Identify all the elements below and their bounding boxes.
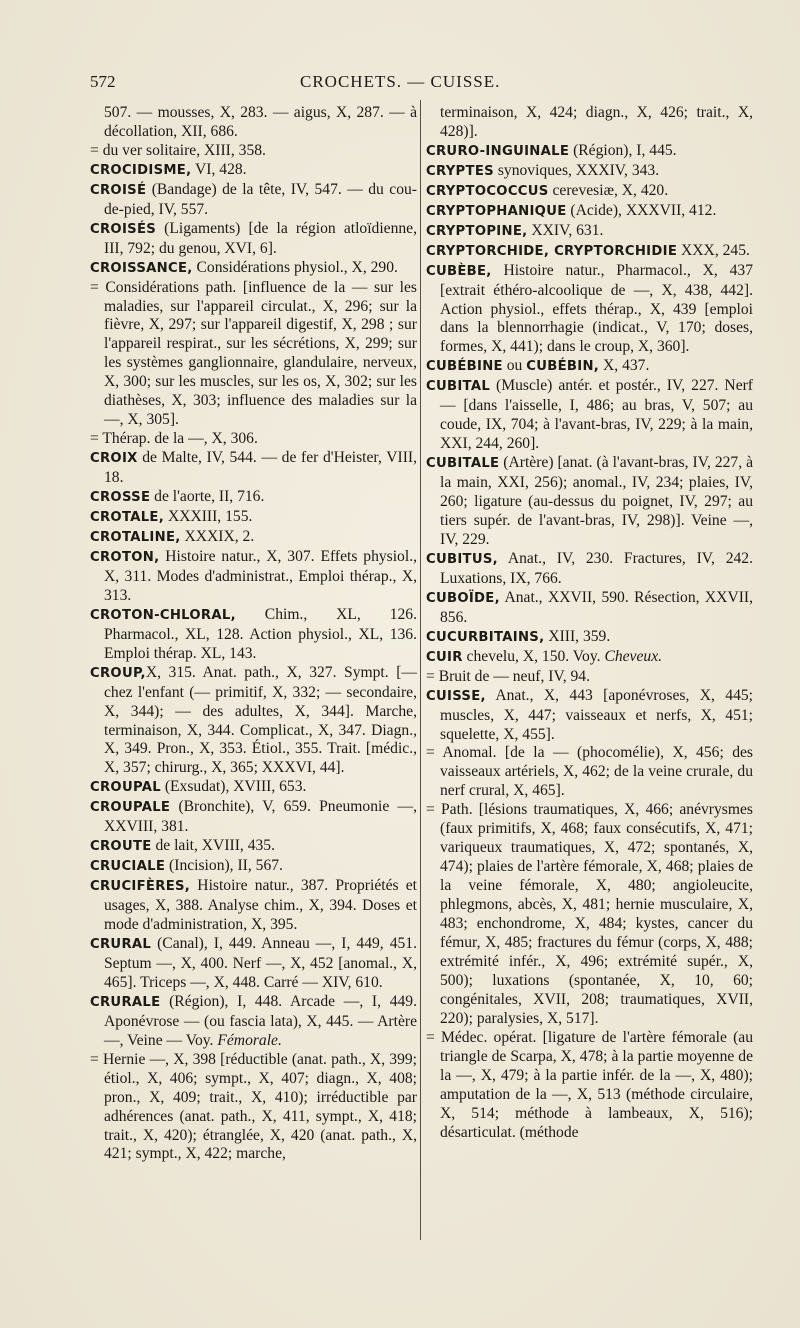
index-entry	[90, 857, 417, 877]
entry-text: = Thérap. de la —, X, 306.	[90, 430, 258, 448]
entry-text: (Bandage) de la tête, IV, 547. — du cou-de-pied, IV, 557.	[104, 180, 417, 218]
entry-headword: CROUPALE	[90, 800, 171, 816]
index-entry	[90, 664, 417, 779]
entry-text: XIII, 359.	[544, 627, 611, 645]
entry-headword: CROUP,	[90, 665, 146, 681]
index-entry	[426, 104, 753, 142]
index-entry	[426, 262, 753, 358]
entry-headword: CUBITUS,	[426, 551, 498, 567]
index-entry	[426, 1029, 753, 1143]
entry-headword: CUBITAL	[426, 379, 491, 395]
index-entry	[90, 488, 417, 508]
entry-text: = du ver solitaire, XIII, 358.	[90, 141, 266, 159]
index-entry	[426, 589, 753, 628]
entry-text: X, 315. Anat. path., X, 327. Sympt. [— chez l'enfant (— primitif, X, 332; — secondaire, X, 344); — des adultes, X, 344]. Marche, terminaison, X, 344. Complicat., X, 347. Diagn., X, 349. Pron., X, 353. Étiol., 355. Trait. [médic., X, 357; chirurg., X, 365; XXXVI, 44].	[104, 663, 417, 777]
index-entry	[90, 837, 417, 857]
entry-text: Anat., IV, 230. Fractures, IV, 242. Luxations, IX, 766.	[440, 549, 753, 587]
index-entry	[426, 801, 753, 1028]
entry-headword: CRYPTOPHANIQUE	[426, 203, 567, 219]
index-entry	[90, 104, 417, 142]
index-entry	[426, 222, 753, 242]
entry-headword: CROCIDISME,	[90, 162, 192, 178]
index-entry	[90, 220, 417, 259]
entry-text: terminaison, X, 424; diagn., X, 426; trait., X, 428)].	[440, 104, 753, 140]
entry-headword: CUBITALE	[426, 456, 500, 472]
entry-text: ou	[502, 357, 527, 375]
entry-headword: CROUPAL	[90, 780, 161, 796]
entry-headword: CRUCIFÈRES,	[90, 879, 191, 895]
entry-headword: CROIX	[90, 451, 138, 467]
entry-headword: CROISÉS	[90, 221, 157, 237]
index-entry	[426, 162, 753, 182]
entry-text: XXX, 245.	[677, 241, 750, 259]
index-entry	[90, 606, 417, 664]
page-header	[90, 72, 738, 98]
index-entry	[426, 182, 753, 202]
index-entry	[90, 778, 417, 798]
entry-headword: CUISSE,	[426, 688, 486, 704]
entry-headword: CROISSANCE,	[90, 260, 193, 276]
index-entry	[90, 877, 417, 935]
entry-headword: CROSSE	[90, 490, 151, 506]
entry-headword: CROTON,	[90, 549, 160, 565]
entry-headword: CUBOÏDE,	[426, 590, 500, 606]
entry-text: (Muscle) antér. et postér., IV, 227. Nerf — [dans l'aisselle, I, 486; au bras, V, 507; au coude, IX, 704; à l'avant-bras, IV, 229; à la main, XXI, 244, 260].	[440, 377, 753, 453]
entry-text: XXXIII, 155.	[164, 508, 253, 526]
index-entry	[90, 449, 417, 488]
entry-text: (Bronchite), V, 659. Pneumonie —, XXVIII, 381.	[104, 798, 417, 836]
entry-text: de lait, XVIII, 435.	[151, 837, 275, 855]
entry-headword: CROUTE	[90, 839, 152, 855]
entry-text: Anat., XXVII, 590. Résection, XXVII, 856.	[440, 588, 753, 626]
entry-headword: CUCURBITAINS,	[426, 629, 545, 645]
entry-text: Considérations physiol., X, 290.	[192, 258, 398, 276]
entry-text: synoviques, XXXIV, 343.	[493, 161, 660, 179]
entry-headword: CROTALE,	[90, 510, 165, 526]
entry-text: Chim., XL, 126. Pharmacol., XL, 128. Action physiol., XL, 136. Emploi thérap. XL, 143.	[104, 605, 417, 662]
running-head: CROCHETS. — CUISSE.	[300, 72, 501, 91]
entry-text: X, 437.	[599, 357, 650, 375]
entry-headword: CRYPTOCOCCUS	[426, 183, 549, 199]
entry-headword: CUBÉBINE	[426, 359, 503, 375]
index-entry	[426, 744, 753, 801]
entry-text: = Anomal. [de la — (phocomélie), X, 456; des vaisseaux artériels, X, 462; de la veine crurale, du nerf crural, X, 465].	[426, 744, 753, 800]
index-entry	[90, 993, 417, 1051]
right-column	[426, 104, 753, 1142]
entry-headword: CRYPTOPINE,	[426, 223, 528, 239]
entry-headword: CUIR	[426, 649, 463, 665]
entry-headword: CRURO-INGUINALE	[426, 143, 570, 159]
index-entry	[90, 508, 417, 528]
entry-text: chevelu, X, 150. Voy.	[462, 647, 605, 665]
entry-headword: CRURAL	[90, 936, 152, 952]
entry-text: Histoire natur., X, 307. Effets physiol., X, 311. Modes d'administrat., Emploi thérap., X, 313.	[104, 547, 417, 604]
index-entry	[90, 161, 417, 181]
entry-text: de Malte, IV, 544. — de fer d'Heister, VIII, 18.	[104, 449, 417, 487]
index-entry	[90, 935, 417, 993]
index-entry	[426, 357, 753, 377]
index-entry	[426, 648, 753, 668]
entry-text: Histoire natur., Pharmacol., X, 437 [extrait éthéro-alcoolique de —, X, 438, 442]. Action physiol., effets thérap., X, 439 [emploi dans la blennorrhagie (indicat., V, 170; doses, formes, X, 441); dans le croup, X, 360].	[440, 261, 753, 356]
entry-text: (Artère) [anat. (à l'avant-bras, IV, 227, à la main, XXI, 256); anomal., IV, 234; plaies, IV, 260; ligature (au-dessus du poignet, IV, 297; au tiers supér. de l'avant-bras, IV, 298)]. Veine —, IV, 229.	[440, 454, 753, 548]
entry-headword: CROTALINE,	[90, 529, 181, 545]
entry-text: de l'aorte, II, 716.	[150, 488, 265, 506]
index-entry	[426, 242, 753, 262]
index-entry	[90, 142, 417, 161]
entry-text: = Bruit de — neuf, IV, 94.	[426, 667, 590, 685]
entry-headword: CRURALE	[90, 994, 161, 1010]
index-entry	[90, 798, 417, 837]
entry-headword: CUBÈBE,	[426, 263, 492, 279]
entry-text: VI, 428.	[191, 160, 247, 178]
index-entry	[426, 550, 753, 589]
page-number: 572	[90, 72, 116, 91]
left-column	[90, 104, 417, 1164]
entry-text: = Considérations path. [influence de la — sur les maladies, sur l'appareil circulat., X, 296; sur la fièvre, X, 297; sur l'appareil digestif, X, 298 ; sur l'appareil respirat., sur les sécrétions, X, 299; sur les systèmes ganglionnaire, glandulaire, nerveux, X, 300; sur les muscles, sur les os, X, 302; sur les diathèses, X, 303; influence des maladies sur la —, X, 305].	[90, 278, 417, 429]
index-entry	[90, 1051, 417, 1165]
entry-headword: CRYPTORCHIDE, CRYPTORCHIDIE	[426, 243, 678, 259]
entry-text: (Région), I, 445.	[569, 141, 677, 159]
entry-text: (Exsudat), XVIII, 653.	[160, 778, 307, 796]
entry-text: cerevesiæ, X, 420.	[548, 181, 669, 199]
entry-headword: CRUCIALE	[90, 859, 166, 875]
index-entry	[426, 454, 753, 550]
entry-text: XXIV, 631.	[527, 221, 604, 239]
entry-text: 507. — mousses, X, 283. — aigus, X, 287. — à décollation, XII, 686.	[104, 104, 417, 140]
entry-text: = Médec. opérat. [ligature de l'artère fémorale (au triangle de Scarpa, X, 478; à la partie moyenne de la —, X, 479; à la partie infér. de la —, X, 480); amputation de la —, X, 513 (méthode circulaire, X, 514; méthode à lambeaux, X, 516); désarticulat. (méthode	[426, 1028, 753, 1141]
index-entry	[90, 279, 417, 431]
entry-headword: CROISÉ	[90, 182, 147, 198]
index-entry	[426, 202, 753, 222]
entry-text: (Canal), I, 449. Anneau —, I, 449, 451. Septum —, X, 400. Nerf —, X, 452 [anomal., X, 465]. Triceps —, X, 448. Carré — XIV, 610.	[104, 934, 417, 991]
index-entry	[426, 628, 753, 648]
entry-headword: CRYPTES	[426, 163, 494, 179]
entry-text: (Région), I, 448. Arcade —, I, 449. Aponévrose — (ou fascia lata), X, 445. — Artère —, Veine — Voy.	[104, 992, 417, 1049]
entry-text: (Incision), II, 567.	[165, 857, 283, 875]
entry-reference: Cheveux.	[604, 647, 663, 665]
entry-text: Histoire natur., 387. Propriétés et usages, X, 388. Analyse chim., X, 394. Doses et mode d'administration, X, 395.	[104, 877, 417, 934]
entry-text: Anat., X, 443 [aponévroses, X, 445; muscles, X, 447; vaisseaux et nerfs, X, 451; squelette, X, 455].	[440, 686, 753, 743]
entry-text: = Path. [lésions traumatiques, X, 466; anévrysmes (faux primitifs, X, 468; faux consécutifs, X, 471; variqueux traumatiques, X, 472; spontanés, X, 474); plaies de l'artère fémorale, X, 468; plaies de la veine fémorale, X, 480; angioleucite, phlegmons, abcès, X, 481; hernie musculaire, X, 483; enchondrome, X, 484; kystes, cancer du fémur, X, 485; fractures du fémur (corps, X, 488; extrémité infér., X, 496; extrémité supér., X, 500); luxations (spontanée, X, 10, 60; congénitales, XVII, 208; traumatiques, XVII, 220); paralysies, X, 517].	[426, 801, 753, 1027]
index-entry	[426, 687, 753, 745]
index-entry	[90, 548, 417, 606]
entry-headword: CROTON-CHLORAL,	[90, 607, 236, 623]
index-entry	[90, 181, 417, 220]
column-divider	[420, 100, 421, 1240]
index-entry	[90, 430, 417, 449]
entry-text: (Ligaments) [de la région atloïdienne, III, 792; du genou, XVI, 6].	[104, 219, 417, 257]
entry-text: = Hernie —, X, 398 [réductible (anat. path., X, 399; étiol., X, 406; sympt., X, 407; diagn., X, 408; pron., X, 409; trait., X, 410); irréductible par adhérences (anat. path., X, 411, sympt., X, 418; trait., X, 420); étranglée, X, 420 (anat. path., X, 421; sympt., X, 422; marche,	[90, 1050, 417, 1163]
index-entry	[426, 142, 753, 162]
entry-headword: CUBÉBIN,	[526, 359, 600, 375]
index-entry	[426, 668, 753, 687]
entry-text: (Acide), XXXVII, 412.	[566, 201, 717, 219]
index-entry	[426, 377, 753, 454]
entry-reference: Fémorale.	[217, 1031, 282, 1049]
entry-text: XXXIX, 2.	[180, 527, 255, 545]
index-entry	[90, 259, 417, 279]
index-entry	[90, 528, 417, 548]
